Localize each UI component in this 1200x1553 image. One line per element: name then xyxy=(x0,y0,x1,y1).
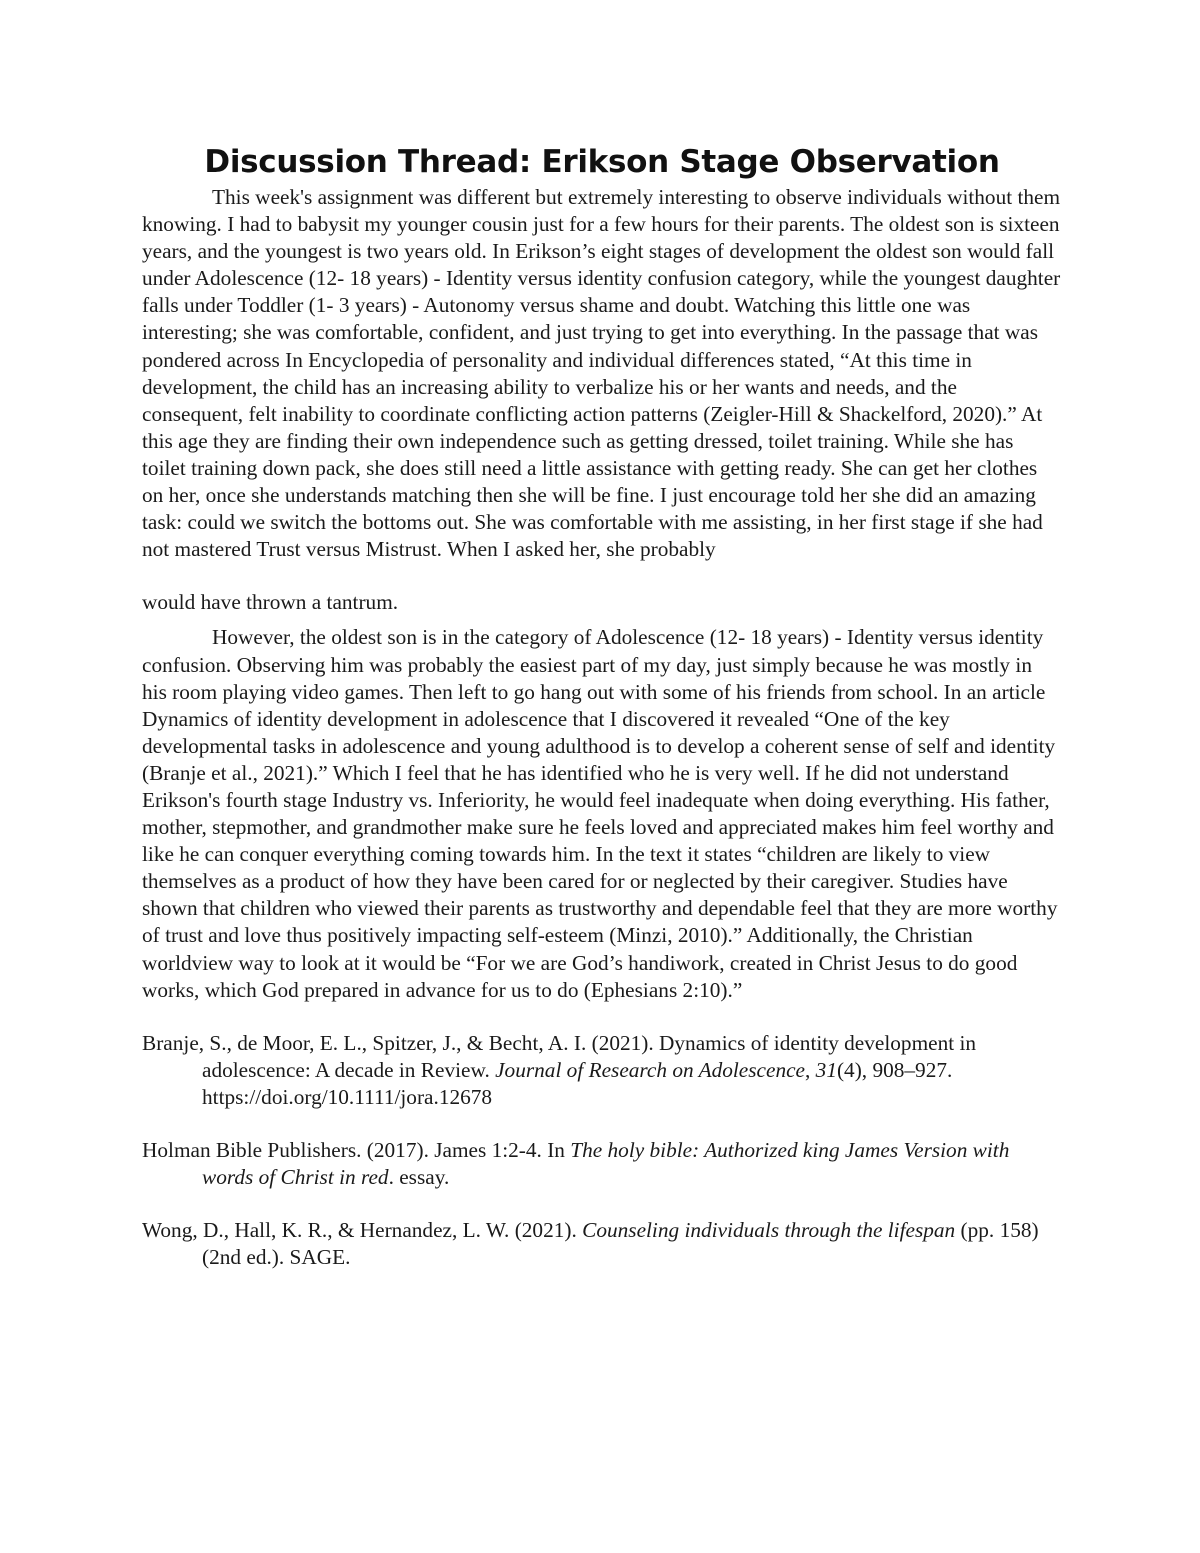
reference-item xyxy=(142,1030,1062,1111)
reference-item xyxy=(142,1137,1062,1191)
paragraph-1-continuation: would have thrown a tantrum. xyxy=(142,590,399,615)
reference-text: . essay. xyxy=(388,1165,450,1190)
document-page xyxy=(142,140,1062,1297)
reference-text: (pp. 158) (2nd ed.). SAGE. xyxy=(202,1218,1039,1270)
page-title: Discussion Thread: Erikson Stage Observation xyxy=(204,144,1000,180)
reference-book-title: Counseling individuals through the lifespan xyxy=(582,1218,956,1243)
references-list xyxy=(142,1030,1062,1272)
reference-book-title: The holy bible: Authorized king James Version with words of Christ in red xyxy=(202,1138,1010,1190)
reference-item xyxy=(142,1217,1062,1271)
reference-text: Holman Bible Publishers. (2017). James 1:2-4. In xyxy=(142,1138,571,1162)
reference-text: , xyxy=(805,1057,816,1082)
reference-text: Branje, S., de Moor, E. L., Spitzer, J., & Becht, A. I. (2021). Dynamics of identity development in adolescence: A decade in Review. xyxy=(142,1030,977,1082)
paragraph-1: This week's assignment was different but extremely interesting to observe individuals without them knowing. I had to babysit my younger cousin just for a few hours for their parents. The oldest son is sixteen years, and the youngest is two years old. In Erikson’s eight stages of development the oldest son would fall under Adolescence (12- 18 years) - Identity versus identity confusion category, while the youngest daughter falls under Toddler (1- 3 years) - Autonomy versus shame and doubt. Watching this little one was interesting; she was comfortable, confident, and just trying to get into everything. In the passage that was pondered across In Encyclopedia of personality and individual differences stated, “At this time in development, the child has an increasing ability to verbalize his or her wants and needs, and the consequent, felt inability to coordinate conflicting action patterns (Zeigler-Hill & Shackelford, 2020).” At this age they are finding their own independence such as getting dressed, toilet training. While she has toilet training down pack, she does still need a little assistance with getting ready. She can get her clothes on her, once she understands matching then she will be fine. I just encourage told her she did an amazing task: could we switch the bottoms out. She was comfortable with me assisting, in her first stage if she had not mastered Trust versus Mistrust. When I asked her, she probably xyxy=(142,185,1061,562)
paragraph-2: However, the oldest son is in the category of Adolescence (12- 18 years) - Identity versus identity confusion. Observing him was probably the easiest part of my day, just simply because he was mostly in his room playing video games. Then left to go hang out with some of his friends from school. In an article Dynamics of identity development in adolescence that I discovered it revealed “One of the key developmental tasks in adolescence and young adulthood is to develop a coherent sense of self and identity (Branje et al., 2021).” Which I feel that he has identified who he is very well. If he did not understand Erikson's fourth stage Industry vs. Inferiority, he would feel inadequate when doing everything. His father, mother, stepmother, and grandmother make sure he feels loved and appreciated makes him feel worthy and like he can conquer everything coming towards him. In the text it states “children are likely to view themselves as a product of how they have been cared for or neglected by their caregiver. Studies have shown that children who viewed their parents as trustworthy and dependable feel that they are more worthy of trust and love thus positively impacting self-esteem (Minzi, 2010).” Additionally, the Christian worldview way to look at it would be “For we are God’s handiwork, created in Christ Jesus to do good works, which God prepared in advance for us to do (Ephesians 2:10).” xyxy=(142,625,1058,1002)
reference-text: Wong, D., Hall, K. R., & Hernandez, L. W. (2021). xyxy=(142,1218,583,1243)
reference-journal-title: Journal of Research on Adolescence xyxy=(495,1057,806,1082)
reference-volume: 31 xyxy=(815,1057,837,1082)
reference-text: (4), 908–927. https://doi.org/10.1111/jora.12678 xyxy=(202,1057,953,1109)
